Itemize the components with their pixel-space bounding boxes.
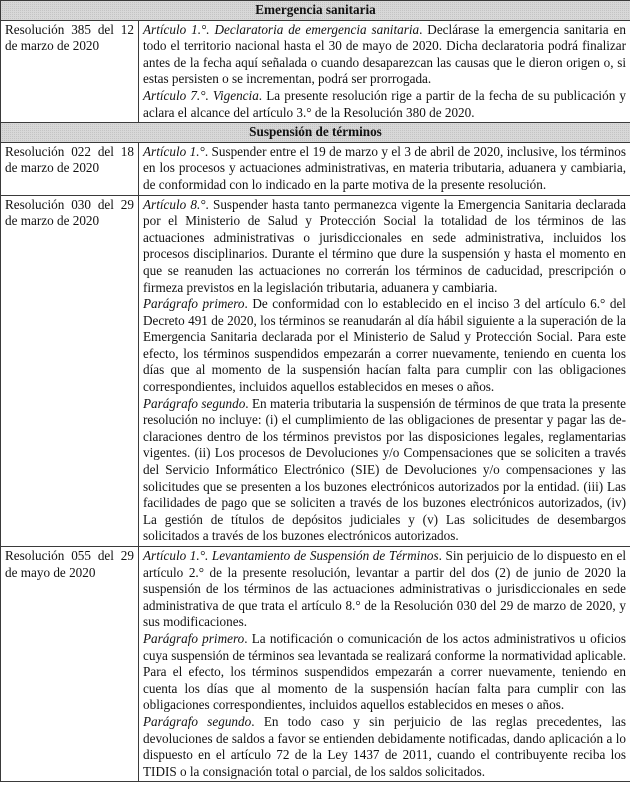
resolution-content (139, 142, 630, 195)
article-heading: Artículo 1.°. Declaratoria de emergencia sanitaria (143, 21, 420, 37)
table-row (1, 142, 630, 195)
paragraph-clause (143, 296, 626, 396)
paragraph-clause (143, 714, 626, 780)
section-header-row (1, 123, 630, 143)
article-paragraph (143, 88, 626, 121)
clause-text: . En todo caso y sin perjuicio de las reglas precedentes, las devoluciones de saldos a favor se entienden debidamente notificadas, dando aplicación a lo dispuesto en el artículo 72 de la Ley 1437 de 2011, cuando el contribuyente reciba los TIDIS o la consignación total o parcial, de los saldos solicitados. (143, 713, 626, 779)
resolution-reference: Resolución 030 del 29 de marzo de 2020 (1, 195, 139, 546)
paragraph-clause (143, 631, 626, 714)
section-title-suspension-de-terminos: Suspensión de términos (1, 123, 630, 143)
article-heading: Artículo 1.° (143, 143, 205, 159)
article-heading: Artículo 7.°. Vigencia (143, 87, 259, 103)
clause-text: . De conformidad con lo establecido en el inciso 3 del artículo 6.° del Decreto 491 de 2020, los términos se reanudarán al día hábil siguiente a la superación de la Emergencia Sanitaria declarada por el Ministerio de Salud y Protección Social. Para este efecto, los términos suspendidos empezarán a correr nuevamente, teniendo en cuenta los días que al momento de la suspensión hacían falta para cumplir con las obligaciones correspondientes, incluidos aquellos establecidos en meses o años. (143, 296, 626, 395)
article-heading: Artículo 1.°. Levantamiento de Suspensión de Términos (143, 548, 439, 563)
resolution-content (139, 547, 630, 782)
clause-heading: Parágrafo primero (143, 630, 245, 646)
clause-heading: Parágrafo primero (143, 296, 245, 312)
clause-heading: Parágrafo segundo (143, 713, 252, 729)
table-row (1, 195, 630, 546)
article-paragraph (143, 548, 626, 631)
article-text: . Declárase la emergencia sanitaria en todo el territorio nacional hasta el 30 de mayo de 2020. Dicha declaratoria podrá finalizar antes de la fecha aquí señalada o cuando desaparezcan las causas que le dieron origen o, si estas persisten o se incrementan, podrá ser prorrogada. (143, 21, 626, 87)
article-text: . Sin perjuicio de lo dispuesto en el artículo 2.° de la presente resolución, levantar a partir del dos (2) de junio de 2020 la suspensión de los términos de las actuaciones administrativas o jurisdiccionales en sede administrativa de que trata el artículo 8.° de la Resolución 030 del 29 de marzo de 2020, y sus modificaciones. (143, 548, 627, 630)
paragraph-clause (143, 396, 626, 545)
resolution-reference: Resolución 022 del 18 de marzo de 2020 (1, 142, 139, 195)
article-text: . Suspender hasta tanto permanezca vigente la Emergencia Sanitaria declarada por el Ministerio de Salud y Protección Social la totalidad de los términos de las actuaciones administrativas o jurisdiccionales en sede administrativa, incluidos los procesos disciplinarios. Durante el término que dure la suspensión y hasta el momento en que se reanuden las actuaciones no correrán los términos de caducidad, prescripción o firmeza previstos en la legislación tributaria, aduanera y cambiaria. (143, 196, 626, 295)
table-row (1, 20, 630, 123)
article-text: . La presente resolución rige a partir de la fecha de su publicación y aclara el alcance del artículo 3.° de la Resolución 380 de 2020. (143, 87, 626, 120)
clause-text: . La notificación o comunicación de los actos administrativos u oficios cuya suspensión de términos sea levantada se realizará conforme la normatividad aplicable. Para el efecto, los términos suspendidos empezarán a correr nuevamente, teniendo en cuenta los días que al momento de la suspensión hacían falta para cumplir con las obligaciones correspondientes, incluidos aquellos establecidos en meses o años. (143, 630, 626, 713)
article-paragraph (143, 197, 626, 297)
section-title-emergencia-sanitaria: Emergencia sanitaria (1, 1, 630, 21)
clause-heading: Parágrafo segundo (143, 395, 246, 411)
article-text: . Suspender entre el 19 de marzo y el 3 de abril de 2020, inclusive, los términos en los procesos y actuaciones administrativas, en materia tributaria, aduanera y cambiaria, de conformidad con lo indicado en la parte motiva de la presente resolución. (143, 143, 627, 192)
table-row (1, 547, 630, 782)
clause-text: . En materia tributaria la suspensión de términos de que trata la presente resolución no incluye: (i) el cumplimiento de las obligaciones de presentar y pagar las declaraciones dentro de los términos previstos por las disposiciones legales, reglamentarias vigentes. (ii) Los procesos de Devoluciones y/o Compensaciones que se soliciten a través del Servicio Informático Electrónico (SIE) de Devoluciones y/o compensaciones y las solicitudes que se presenten a los buzones electrónicos autorizados por la entidad. (iii) Las facilidades de pago que se soliciten a través de los buzones electrónicos autorizados, (iv) La gestión de títulos de depósitos judiciales y (v) Las solicitudes de desembargos solicitados a través de los buzones electrónicos autorizados. (143, 395, 627, 544)
resolution-content (139, 195, 630, 546)
article-heading: Artículo 8.° (143, 196, 206, 212)
resolution-reference: Resolución 385 del 12 de marzo de 2020 (1, 20, 139, 123)
section-header-row (1, 1, 630, 21)
resolution-content (139, 20, 630, 123)
article-paragraph (143, 144, 626, 194)
article-paragraph (143, 22, 626, 88)
resolution-reference: Resolución 055 del 29 de mayo de 2020 (1, 547, 139, 782)
